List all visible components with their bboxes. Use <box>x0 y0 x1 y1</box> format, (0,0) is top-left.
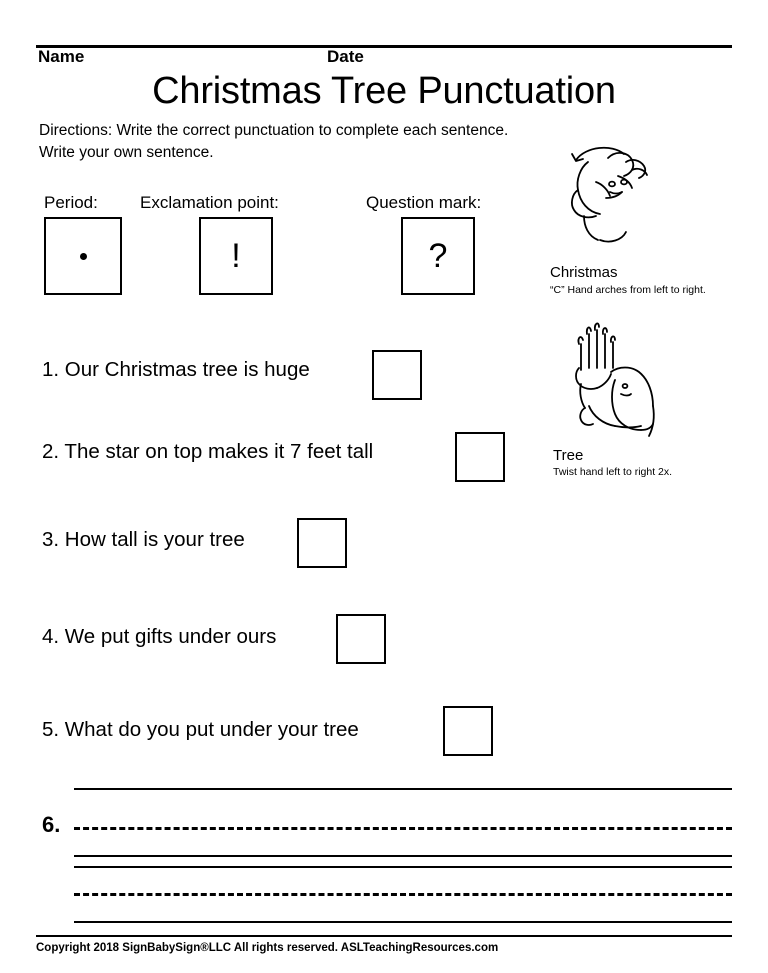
period-key-label: Period: <box>44 193 98 212</box>
question-1-text: 1. Our Christmas tree is huge <box>42 358 310 381</box>
question-4-answer-box[interactable] <box>336 614 386 664</box>
writing-line-dashed-2[interactable] <box>74 893 732 896</box>
writing-line-top-1 <box>74 788 732 790</box>
question-key-box: ? <box>401 217 475 295</box>
name-label: Name <box>38 47 85 66</box>
question-5-answer-box[interactable] <box>443 706 493 756</box>
page-title: Christmas Tree Punctuation <box>152 70 616 112</box>
question-2-text: 2. The star on top makes it 7 feet tall <box>42 440 374 463</box>
period-key-box <box>44 217 122 295</box>
directions-line-1: Directions: Write the correct punctuation to complete each sentence. <box>39 122 509 139</box>
question-4-text: 4. We put gifts under ours <box>42 625 277 648</box>
question-2-answer-box[interactable] <box>455 432 505 482</box>
writing-line-dashed-1[interactable] <box>74 827 732 830</box>
question-key-label: Question mark: <box>366 193 482 212</box>
header-divider <box>36 45 732 48</box>
question-5-text: 5. What do you put under your tree <box>42 718 359 741</box>
exclamation-key-box: ! <box>199 217 273 295</box>
christmas-sign-title: Christmas <box>550 264 618 281</box>
directions <box>39 120 559 165</box>
christmas-sign-illustration <box>548 140 678 260</box>
writing-line-base-2 <box>74 921 732 923</box>
exclamation-key-label: Exclamation point: <box>140 193 279 212</box>
date-label: Date <box>327 47 364 66</box>
question-3-text: 3. How tall is your tree <box>42 528 245 551</box>
question-1-answer-box[interactable] <box>372 350 422 400</box>
question-3-answer-box[interactable] <box>297 518 347 568</box>
question-6-number: 6. <box>42 812 61 837</box>
directions-line-2: Write your own sentence. <box>39 144 214 162</box>
christmas-sign-caption: “C” Hand arches from left to right. <box>550 284 706 296</box>
tree-sign-caption: Twist hand left to right 2x. <box>553 466 673 478</box>
period-dot-icon <box>80 253 87 260</box>
footer-divider <box>36 935 732 937</box>
tree-sign-illustration <box>545 310 685 445</box>
writing-line-top-2 <box>74 866 732 868</box>
tree-sign-title: Tree <box>553 447 584 464</box>
copyright-notice: Copyright 2018 SignBabySign®LLC All rights reserved. ASLTeachingResources.com <box>36 942 499 954</box>
writing-line-base-1 <box>74 855 732 857</box>
